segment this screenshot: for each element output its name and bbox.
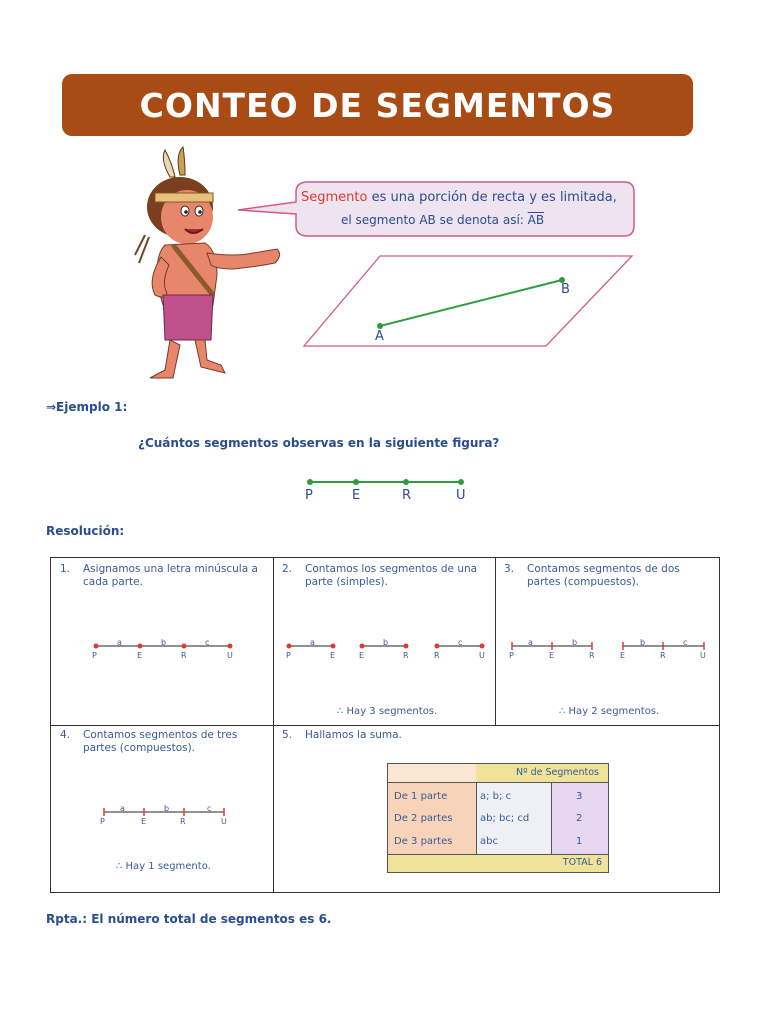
cell-4-text: Contamos segmentos de tres partes (compuestos). — [83, 729, 238, 754]
c3-r2: R — [660, 651, 666, 660]
summary-header — [476, 764, 608, 782]
page-title: CONTEO DE SEGMENTOS — [139, 85, 616, 125]
label-b: B — [561, 282, 570, 297]
answer-text: Rpta.: El número total de segmentos es 6. — [46, 912, 332, 926]
row-2-segments: ab; bc; cd — [480, 813, 530, 824]
c3-e2: E — [620, 651, 626, 660]
cell-2-text: Contamos los segmentos de una parte (simples). — [305, 563, 478, 588]
cell-1-number: 1. — [60, 563, 71, 575]
label-a: A — [375, 329, 384, 344]
c2-part-a: a — [310, 638, 315, 647]
row-3-count: 1 — [576, 836, 583, 847]
c4-part-b: b — [164, 804, 170, 813]
bubble-keyword: Segmento — [301, 190, 368, 205]
example-question: ¿Cuántos segmentos observas en la siguiente figura? — [138, 436, 500, 450]
c3-e1: E — [549, 651, 555, 660]
point-label-r: R — [402, 488, 412, 503]
c1-part-b: b — [161, 638, 167, 647]
row-1-count: 3 — [576, 791, 583, 802]
c3-r1: R — [589, 651, 595, 660]
cell-3-figure — [508, 636, 710, 662]
row-1-segments: a; b; c — [480, 791, 512, 802]
c4-r: R — [180, 817, 186, 826]
cell-2-result: ∴ Hay 3 segmentos. — [337, 706, 438, 717]
cell-3-text: Contamos segmentos de dos partes (compuestos). — [527, 563, 680, 588]
c3-part-b: b — [572, 638, 578, 647]
row-3-label: De 3 partes — [394, 836, 453, 847]
cell-3-result: ∴ Hay 2 segmentos. — [559, 706, 660, 717]
row-2-label: De 2 partes — [394, 813, 453, 824]
cell-3-number: 3. — [504, 563, 515, 575]
c4-p: P — [100, 817, 105, 826]
c2-part-c: c — [458, 638, 463, 647]
c3-u: U — [700, 651, 706, 660]
example-label: ⇒Ejemplo 1: — [46, 400, 128, 414]
cell-4-number: 4. — [60, 729, 71, 741]
plane-shape — [304, 256, 632, 346]
resolution-label: Resolución: — [46, 524, 125, 538]
title-banner — [62, 74, 693, 136]
point-label-u: U — [456, 488, 466, 503]
summary-total-row — [388, 855, 608, 872]
c2-part-b: b — [383, 638, 389, 647]
speech-bubble — [236, 180, 638, 240]
cell-5-text: Hallamos la suma. — [305, 729, 402, 741]
bubble-line-2-text: el segmento AB se denota así: — [341, 213, 528, 227]
c1-p: P — [92, 651, 97, 660]
c2-r1: R — [403, 651, 409, 660]
row-3-segments: abc — [480, 836, 498, 847]
row-2-count: 2 — [576, 813, 583, 824]
c2-e2: E — [359, 651, 365, 660]
cell-2-number: 2. — [282, 563, 293, 575]
cell-5-number: 5. — [282, 729, 293, 741]
c3-part-c: c — [683, 638, 688, 647]
c1-u: U — [227, 651, 233, 660]
c2-p: P — [286, 651, 291, 660]
summary-header-text: Nº de Segmentos — [516, 767, 600, 778]
c1-e: E — [137, 651, 143, 660]
c2-e1: E — [330, 651, 336, 660]
row-1-label: De 1 parte — [394, 791, 448, 802]
segment-notation: $\overline{AB}$ — [527, 213, 545, 227]
c4-part-c: c — [207, 804, 212, 813]
cell-1-text: Asignamos una letra minúscula a cada parte. — [83, 563, 258, 588]
c1-r: R — [181, 651, 187, 660]
resolution-grid — [50, 557, 720, 893]
c2-r2: R — [434, 651, 440, 660]
bubble-line-2 — [341, 213, 544, 227]
bubble-line-1 — [301, 190, 617, 205]
c1-part-a: a — [117, 638, 122, 647]
point-label-p: P — [305, 488, 313, 503]
segment-ab — [380, 280, 562, 326]
bubble-line-1-text: es una porción de recta y es limitada, — [367, 190, 617, 205]
c3-part-b2: b — [640, 638, 646, 647]
c3-p: P — [509, 651, 514, 660]
c3-part-a: a — [528, 638, 533, 647]
c4-part-a: a — [120, 804, 125, 813]
c4-e: E — [141, 817, 147, 826]
plane-figure — [300, 252, 636, 352]
summary-total: TOTAL 6 — [562, 857, 602, 868]
summary-table — [387, 763, 609, 873]
peru-segment — [300, 474, 470, 490]
cell-4-result: ∴ Hay 1 segmento. — [116, 861, 211, 872]
point-label-e: E — [352, 488, 361, 503]
c4-u: U — [221, 817, 227, 826]
c2-u: U — [479, 651, 485, 660]
c1-part-c: c — [205, 638, 210, 647]
